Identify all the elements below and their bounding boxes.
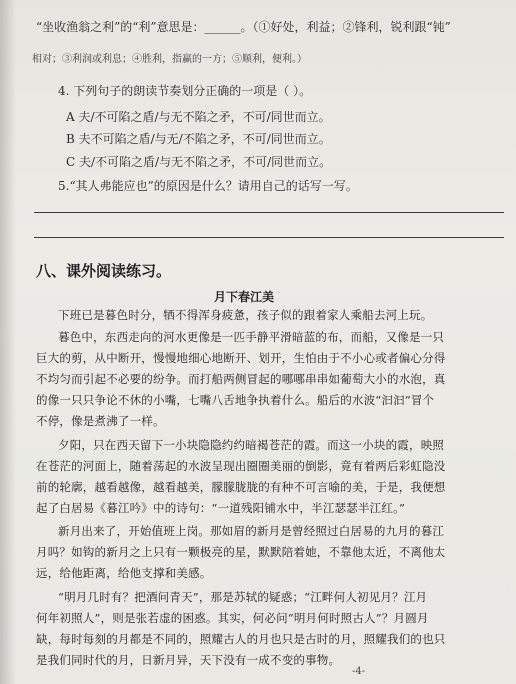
- q4-option-c: C 夫/不可陷之盾/与无不陷之矛，不可/同世而立。: [66, 155, 332, 169]
- passage-line: 是我们同时代的月，日新月异，天下没有一成不变的事物。: [36, 653, 341, 667]
- page-edge-shadow: [0, 0, 16, 684]
- passage-line: 何年初照人”，则是张若虚的困惑。其实，何必问“明月何时照古人”？月圆月: [36, 611, 429, 625]
- q4-option-a: A 夫/不可陷之盾/与无不陷之矛，不可/同世而立。: [66, 110, 331, 124]
- q4-prompt: 4. 下列句子的朗读节奏划分正确的一项是（ ）。: [58, 84, 312, 98]
- answer-line-1: [34, 212, 504, 213]
- page-number: -4-: [352, 666, 366, 677]
- q4-option-b: B 夫不可陷之盾/与无/不陷之矛，不可/同世而立。: [66, 132, 331, 146]
- passage-line: 的像一只只争论不休的小嘴，七嘴八舌地争执着什么。船后的水波“汩汩”冒个: [36, 393, 435, 407]
- q5-prompt: 5.“其人弗能应也”的原因是什么？请用自己的话写一写。: [58, 179, 358, 193]
- passage-line: 不均匀而引起不必要的纷争。而打船两侧冒起的哪哪串串如葡萄大小的水泡，真: [36, 372, 446, 386]
- passage-line: 不停，像是煮沸了一样。: [36, 414, 165, 428]
- passage-line: 在苍茫的河面上，随着荡起的水波呈现出圈圈美丽的倒影，竟有着两后彩虹隐没: [36, 459, 446, 473]
- q3-line-2: 相对；③利润或利息；④胜利，指赢的一方；⑤顺利，便利。）: [32, 54, 307, 65]
- passage-line: “明月几时有？把酒问青天”，那是苏轼的疑惑；“江畔何人初见月？江月: [58, 590, 428, 604]
- section-heading: 八、课外阅读练习。: [36, 262, 172, 280]
- answer-line-2: [34, 237, 504, 238]
- passage-line: 远，给他距离，给他支撑和美感。: [36, 566, 212, 580]
- passage-paragraph-1: 下班已是暮色时分，牺不得浑身疲惫，孩子似的跟着家人乘船去河上玩。: [58, 308, 433, 322]
- passage-line: 缺，每时每刻的月都是不同的，照耀古人的月也只是古时的月，照耀我们的也只: [36, 632, 446, 646]
- passage-line: 新月出来了，开始值班上岗。那如眉的新月是曾经照过白居易的九月的暮江: [58, 524, 445, 538]
- passage-line: 起了白居易《暮江吟》中的诗句：“一道残阳铺水中，半江瑟瑟半江红。”: [36, 501, 406, 515]
- passage-line: 巨大的剪，从中断开，慢慢地细心地断开、划开，生怕由于不小心或者偏心分得: [36, 351, 446, 365]
- passage-line: 夕阳，只在西天留下一小块隐隐约约暗褐苍茫的霞。而这一小块的霞，映照: [58, 438, 445, 452]
- q3-line-1: “坐收渔翁之利”的“利”意思是：______。（①好处，利益；②锋利，锐利跟“钝”: [36, 20, 451, 34]
- passage-line: 月吗？如钩的新月之上只有一颗极亮的星，默默陪着她，不靠他太近，不离他太: [36, 545, 446, 559]
- passage-line: 暮色中，东西走向的河水更像是一匹手静平滑暗蓝的布，而船，又像是一只: [58, 330, 445, 344]
- passage-title: 月下春江美: [214, 290, 275, 304]
- passage-line: 前的轮廓，越看越像，越看越美，朦朦胧胧的有种不可言喻的美，于是，我便想: [36, 480, 446, 494]
